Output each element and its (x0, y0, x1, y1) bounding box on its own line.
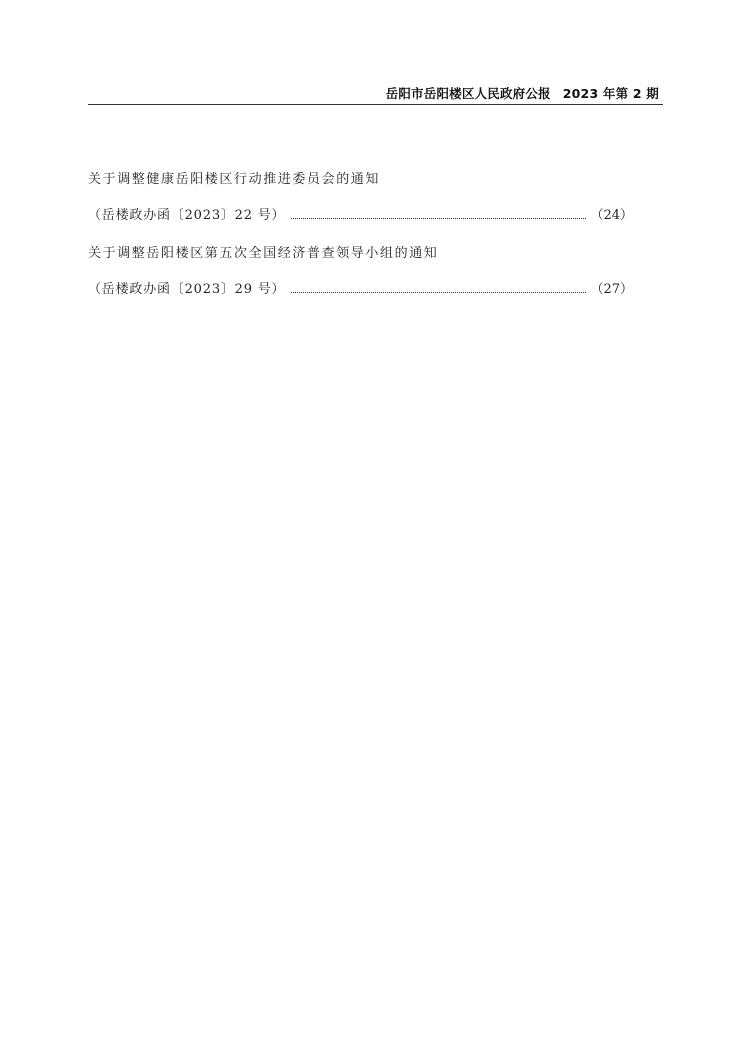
toc-entry-document-number: （岳楼政办函〔2023〕29 号） (88, 282, 286, 297)
toc-entry[interactable] (88, 244, 633, 300)
toc-entry-page-number: （24） (590, 208, 633, 223)
dot-leader (291, 292, 586, 293)
page-header (88, 84, 663, 105)
issue-number: 2023 年第 2 期 (562, 86, 659, 101)
toc-entry[interactable] (88, 170, 633, 226)
toc-entry-document-number: （岳楼政办函〔2023〕22 号） (88, 208, 286, 223)
dot-leader (291, 218, 586, 219)
journal-title: 岳阳市岳阳楼区人民政府公报 (385, 86, 551, 101)
toc-entry-title[interactable]: 关于调整岳阳楼区第五次全国经济普查领导小组的通知 (88, 246, 439, 261)
table-of-contents (88, 170, 633, 300)
toc-entry-reference-line (88, 206, 633, 226)
toc-entry-reference-line (88, 280, 633, 300)
toc-entry-page-number: （27） (590, 282, 633, 297)
toc-entry-title[interactable]: 关于调整健康岳阳楼区行动推进委员会的通知 (88, 172, 381, 187)
header-text (386, 84, 659, 102)
